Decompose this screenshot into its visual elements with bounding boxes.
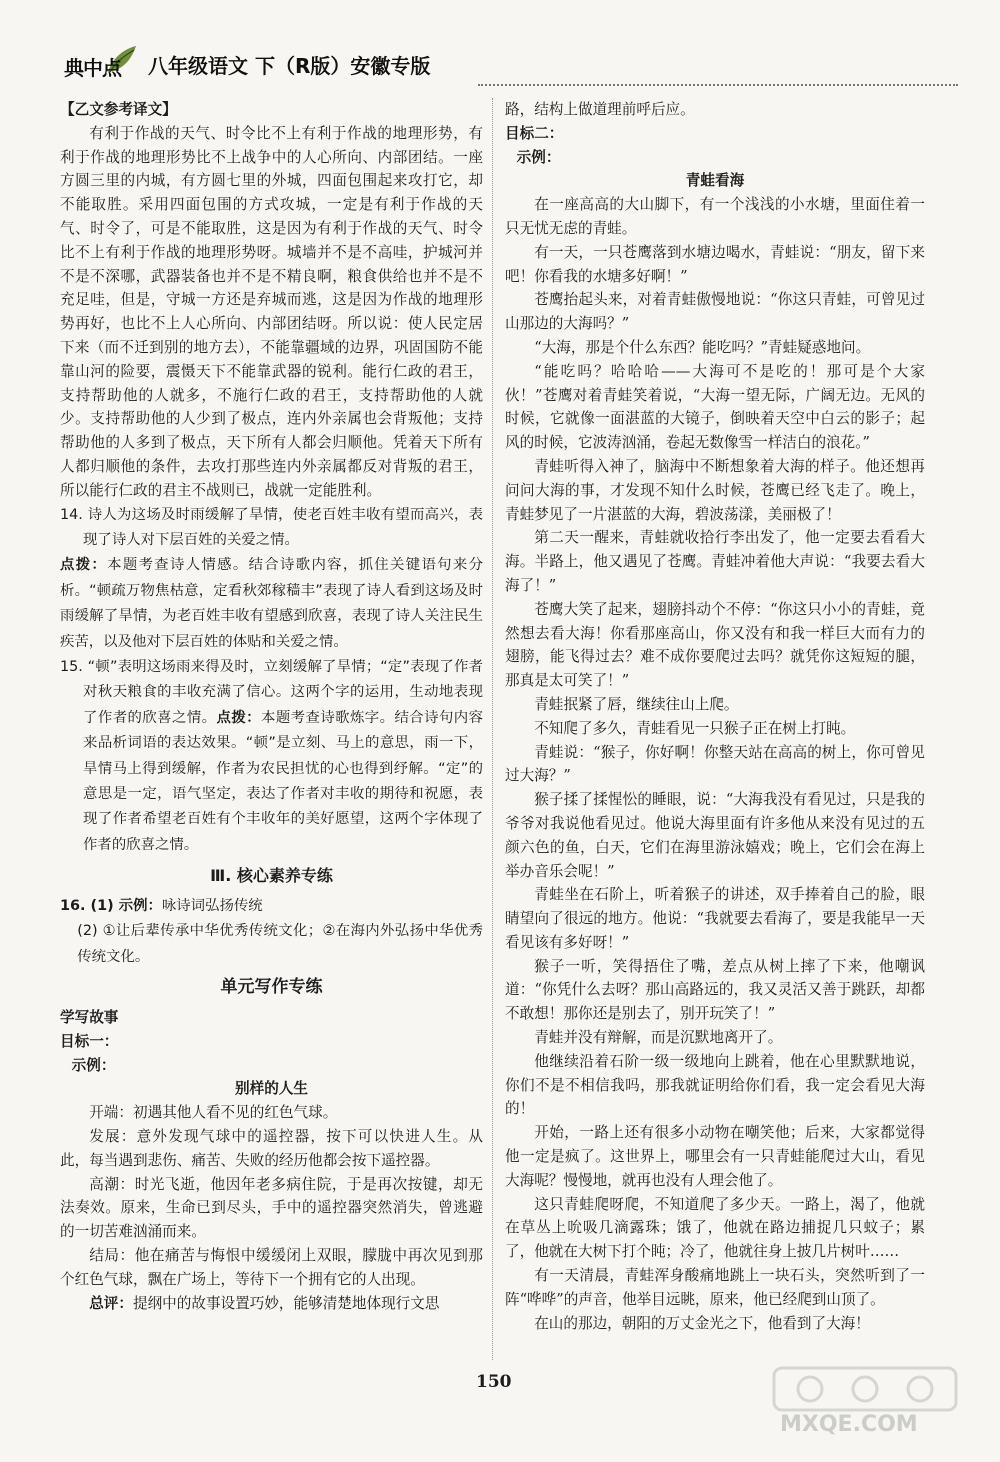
story-1-title: 别样的人生 (235, 1080, 308, 1098)
unit-writing-title: 单元写作专练 (220, 977, 323, 998)
example-label-2: 示例： (516, 148, 561, 166)
answer-stamp-icon (770, 1364, 960, 1414)
story-paragraph: 青蛙抿紧了唇，继续往山上爬。 (534, 695, 739, 713)
story-paragraph: 有一天，一只苍鹰落到水塘边喝水，青蛙说：“朋友，留下来吧！你看我的水塘多好啊！” (505, 243, 925, 285)
story-paragraph: 在山的那边，朝阳的万丈金光之下，他看到了大海！ (534, 1314, 870, 1332)
story-paragraph: 猴子一听，笑得捂住了嘴，差点从树上摔了下来，他嘲讽道：“你凭什么去呀？那山高路远的，我又灵活又善于跳跃，却都不敢想！那你还是别去了，别开玩笑了！” (505, 957, 925, 1023)
goal-2-label: 目标二： (505, 124, 564, 142)
book-title: 八年级语文 下（R版）安徽专版 (148, 54, 431, 78)
story-paragraph: 猴子揉了揉惺忪的睡眼，说：“大海我没有看见过，只是我的爷爷对我说他看见过。他说大海里面有许多他从来没有见过的五颜六色的鱼，白天，它们在海里游泳嬉戏；晚上，它们会在海上举办音乐会呢！” (505, 791, 925, 880)
story-paragraph: 在一座高高的大山脚下，有一个浅浅的小水塘，里面住着一只无忧无虑的青蛙。 (505, 196, 925, 237)
column-divider (492, 98, 493, 1360)
continued-text: 路，结构上做道理前呼后应。 (505, 101, 695, 118)
story-paragraph: 有一天清晨，青蛙浑身酸痛地跳上一块石头，突然听到了一阵“哗哗”的声音，他举目远眺，原来，他已经爬到山顶了。 (505, 1267, 925, 1308)
q15-answer (60, 655, 483, 858)
yi-translation-body: 有利于作战的天气、时令比不上有利于作战的地理形势，有利于作战的地理形势比不上战争中的人心所向、内部团结。一座方圆三里的内城，有方圆七里的外城，四面包围起来攻打它，却不能取胜。采用四面包围的方式攻城，一定是有利于作战的天气、时令了，可是不能取胜，这是因为有利于作战的天气、时令比不上有利于作战的地理形势呀。城墙并不是不高哇，护城河并不是不深哪，武器装备也并不是不精良啊，粮食供给也并不是不充足哇，但是，守城一方还是弃城而逃，这是因为作战的地理形势再好，也比不上人心所向、内部团结呀。所以说：使人民定居下来（而不迁到别的地方去），不能靠疆域的边界，巩固国防不能靠山河的险要，震慑天下不能靠武器的锐利。能行仁政的君王，支持帮助他的人就多，不施行仁政的君王，支持帮助他的人就少。支持帮助他的人少到了极点，连内外亲属也会背叛他；支持帮助他的人多到了极点，天下所有人都会归顺他。凭着天下所有人都归顺他的条件，去攻打那些连内外亲属都反对背叛的君王，所以能行仁政的君主不战则已，战就一定能胜利。 (60, 124, 483, 499)
story-paragraph: 不知爬了多久，青蛙看见一只猴子正在树上打盹。 (534, 719, 856, 737)
q14-note (60, 553, 483, 655)
story-paragraph: 青蛙并没有辩解，而是沉默地离开了。 (534, 1029, 783, 1047)
story-1-opening: 开端：初遇其他人看不见的红色气球。 (89, 1104, 338, 1122)
story-1-development: 发展：意外发现气球中的遥控器，按下可以快进人生。从此，每当遇到悲伤、痛苦、失败的经历他都会按下遥控器。 (60, 1128, 483, 1169)
story-1-ending: 结局：他在痛苦与悔恨中缓缓闭上双眼，朦胧中再次见到那个红色气球，飘在广场上，等待下一个拥有它的人出现。 (60, 1247, 483, 1288)
story-paragraph: 青蛙听得入神了，脑海中不断想象着大海的样子。他还想再问问大海的事，才发现不知什么时候，苍鹰已经飞走了。晚上，青蛙梦见了一片湛蓝的大海，碧波荡漾，美丽极了！ (505, 457, 925, 523)
goal-1-label: 目标一： (60, 1032, 119, 1050)
page-header (58, 40, 958, 90)
q15-note-label: 点拨： (216, 709, 261, 726)
logo-text: 典中点 (64, 56, 121, 80)
q14-answer: 14. 诗人为这场及时雨缓解了旱情，使老百姓丰收有望而高兴，表现了诗人对下层百姓的关爱之情。 (60, 506, 483, 548)
story-1-comment (60, 1292, 483, 1316)
q16-part-1 (60, 894, 483, 919)
learn-story-heading: 学写故事 (60, 1009, 119, 1027)
logo (58, 42, 138, 82)
story-paragraph: 青蛙说：“猴子，你好啊！你整天站在高高的树上，你可曾见过大海？” (505, 743, 925, 785)
story-paragraph: 苍鹰抬起头来，对着青蛙傲慢地说：“你这只青蛙，可曾见过山那边的大海吗？” (505, 291, 925, 333)
yi-translation-title: 【乙文参考译文】 (60, 101, 177, 118)
story-paragraph: 苍鹰大笑了起来，翅膀抖动个不停：“你这只小小的青蛙，竟然想去看大海！你看那座高山，你又没有和我一样巨大而有力的翅膀，能飞得过去？难不成你要爬过去吗？就凭你这短短的腿，那真是太可笑了！” (505, 600, 925, 690)
q15-answer-text: 15. “顿”表明这场雨来得及时，立刻缓解了旱情；“定”表现了作者对秋天粮食的丰收充满了信心。这两个字的运用，生动地表现了作者的欣喜之情。 (60, 658, 483, 726)
right-column (505, 98, 925, 1335)
header-divider (478, 84, 958, 86)
section-3-title: Ⅲ. 核心素养专练 (210, 866, 333, 886)
story-paragraph: 这只青蛙爬呀爬，不知道爬了多少天。一路上，渴了，他就在草丛上吮吸几滴露珠；饿了，他就在路边捕捉几只蚊子；累了，他就在大树下打个盹；冷了，他就往身上披几片树叶…… (505, 1195, 925, 1261)
comment-label: 总评： (89, 1294, 133, 1312)
story-paragraph: “能吃吗？哈哈哈——大海可不是吃的！那可是个大家伙！”苍鹰对着青蛙笑着说，“大海一望无际，广阔无边。无风的时候，它就像一面湛蓝的大镜子，倒映着天空中白云的影子；起风的时候，它波涛汹涌，卷起无数像雪一样洁白的浪花。” (505, 362, 925, 452)
q15-note-text: 本题考查诗歌炼字。结合诗句内容来品析词语的表达效果。“顿”是立刻、马上的意思，雨一下，旱情马上得到缓解，作者为农民担忧的心也得到纾解。“定”的意思是一定，语气坚定，表达了作者对丰收的期待和祝愿，表现了作者希望老百姓有个丰收年的美好愿望，这两个字体现了作者的欣喜之情。 (83, 709, 483, 853)
q14-note-text: 本题考查诗人情感。结合诗歌内容，抓住关键语句来分析。“顿疏万物焦枯意，定看秋郊稼穑丰”表现了诗人看到这场及时雨缓解了旱情，为老百姓丰收有望感到欣喜，表现了诗人关注民生疾苦，以及他对下层百姓的体贴和关爱之情。 (60, 557, 483, 650)
story-paragraph: 他继续沿着石阶一级一级地向上跳着，他在心里默默地说，你们不是不相信我吗，那我就证明给你们看，我一定会看见大海的！ (505, 1052, 925, 1118)
q16-part-2: (2) ①让后辈传承中华优秀传统文化；②在海内外弘扬中华优秀传统文化。 (77, 923, 483, 965)
story-paragraph: 开始，一路上还有很多小动物在嘲笑他；后来，大家都觉得他一定是疯了。这世界上，哪里会有一只青蛙能爬过大山，看见大海呢？慢慢地，就再也没有人理会他了。 (505, 1124, 925, 1189)
story-paragraph: 第二天一醒来，青蛙就收拾行李出发了，他一定要去看看大海。半路上，他又遇见了苍鹰。青蛙冲着他大声说：“我要去看大海了！” (505, 529, 925, 594)
page-number: 150 (476, 1372, 512, 1392)
watermark (770, 1364, 960, 1444)
story-2-title: 青蛙看海 (685, 172, 745, 190)
story-1-climax: 高潮：时光飞逝，他因年老多病住院，于是再次按键，却无法奏效。原来，生命已到尽头，手中的遥控器突然消失，曾逃避的一切苦难汹涌而来。 (60, 1175, 483, 1241)
left-column (60, 98, 483, 1315)
comment-text: 提纲中的故事设置巧妙，能够清楚地体现行文思 (132, 1294, 440, 1312)
q16-1-text: 咏诗词弘扬传统 (161, 898, 263, 915)
story-paragraph: 青蛙坐在石阶上，听着猴子的讲述，双手捧着自己的脸，眼睛望向了很远的地方。他说：“我就要去看海了，要是我能早一天看见该有多好呀！” (505, 886, 925, 951)
q16-label: 16. (1) (60, 898, 119, 915)
q16-example-label: 示例： (118, 898, 162, 915)
story-paragraph: “大海，那是个什么东西？能吃吗？”青蛙疑惑地问。 (534, 338, 871, 356)
watermark-text: MXQE.COM (780, 1412, 918, 1437)
example-label-1: 示例： (71, 1056, 116, 1074)
q14-note-label: 点拨： (60, 557, 108, 574)
